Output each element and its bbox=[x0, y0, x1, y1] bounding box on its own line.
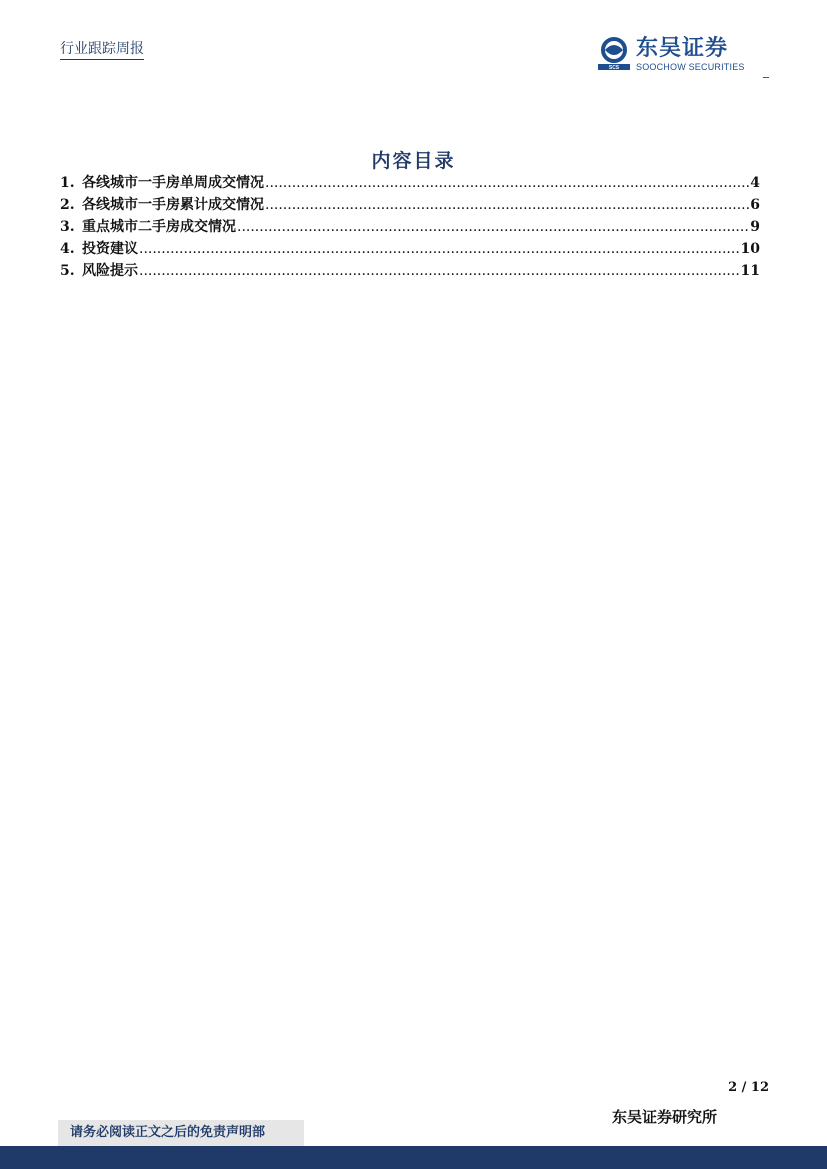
toc-dot-leader bbox=[265, 197, 749, 213]
toc-entry[interactable] bbox=[60, 260, 760, 282]
toc-dot-leader bbox=[237, 219, 749, 235]
report-type-label: 行业跟踪周报 bbox=[60, 40, 144, 60]
toc-entry-page: 9 bbox=[750, 219, 760, 235]
toc-entry-page: 4 bbox=[750, 175, 760, 191]
toc-entry-number: 4. bbox=[60, 241, 75, 257]
header-divider bbox=[763, 77, 769, 78]
toc-entry-number: 3. bbox=[60, 219, 75, 235]
toc-entry-number: 2. bbox=[60, 197, 75, 213]
toc-entry[interactable] bbox=[60, 238, 760, 260]
toc-title: 内容目录 bbox=[371, 150, 456, 172]
company-logo bbox=[596, 36, 766, 76]
toc-entry-page: 6 bbox=[750, 197, 760, 213]
toc-entry-page: 11 bbox=[740, 263, 760, 279]
toc-dot-leader bbox=[139, 263, 740, 279]
table-of-contents bbox=[60, 172, 760, 282]
toc-dot-leader bbox=[265, 175, 749, 191]
toc-entry-label: 投资建议 bbox=[82, 241, 138, 257]
scs-logo-icon bbox=[596, 36, 632, 72]
footer-bar bbox=[0, 1146, 827, 1169]
toc-entry-label: 各线城市一手房累计成交情况 bbox=[82, 197, 264, 213]
toc-entry-page: 10 bbox=[740, 241, 760, 257]
toc-entry-label: 风险提示 bbox=[82, 263, 138, 279]
toc-dot-leader bbox=[139, 241, 740, 257]
toc-entry-number: 1. bbox=[60, 175, 75, 191]
disclaimer-notice: 请务必阅读正文之后的免责声明部 bbox=[58, 1120, 304, 1146]
page-number: 2 / 12 bbox=[728, 1080, 769, 1095]
toc-entry-number: 5. bbox=[60, 263, 75, 279]
logo-english-name: SOOCHOW SECURITIES bbox=[636, 62, 745, 72]
toc-entry[interactable] bbox=[60, 172, 760, 194]
logo-chinese-name: 东吴证券 bbox=[636, 36, 729, 61]
svg-text:SCS: SCS bbox=[608, 65, 620, 71]
toc-entry[interactable] bbox=[60, 194, 760, 216]
toc-entry-label: 各线城市一手房单周成交情况 bbox=[82, 175, 264, 191]
toc-entry[interactable] bbox=[60, 216, 760, 238]
toc-entry-label: 重点城市二手房成交情况 bbox=[82, 219, 236, 235]
footer-organization: 东吴证券研究所 bbox=[612, 1108, 718, 1126]
